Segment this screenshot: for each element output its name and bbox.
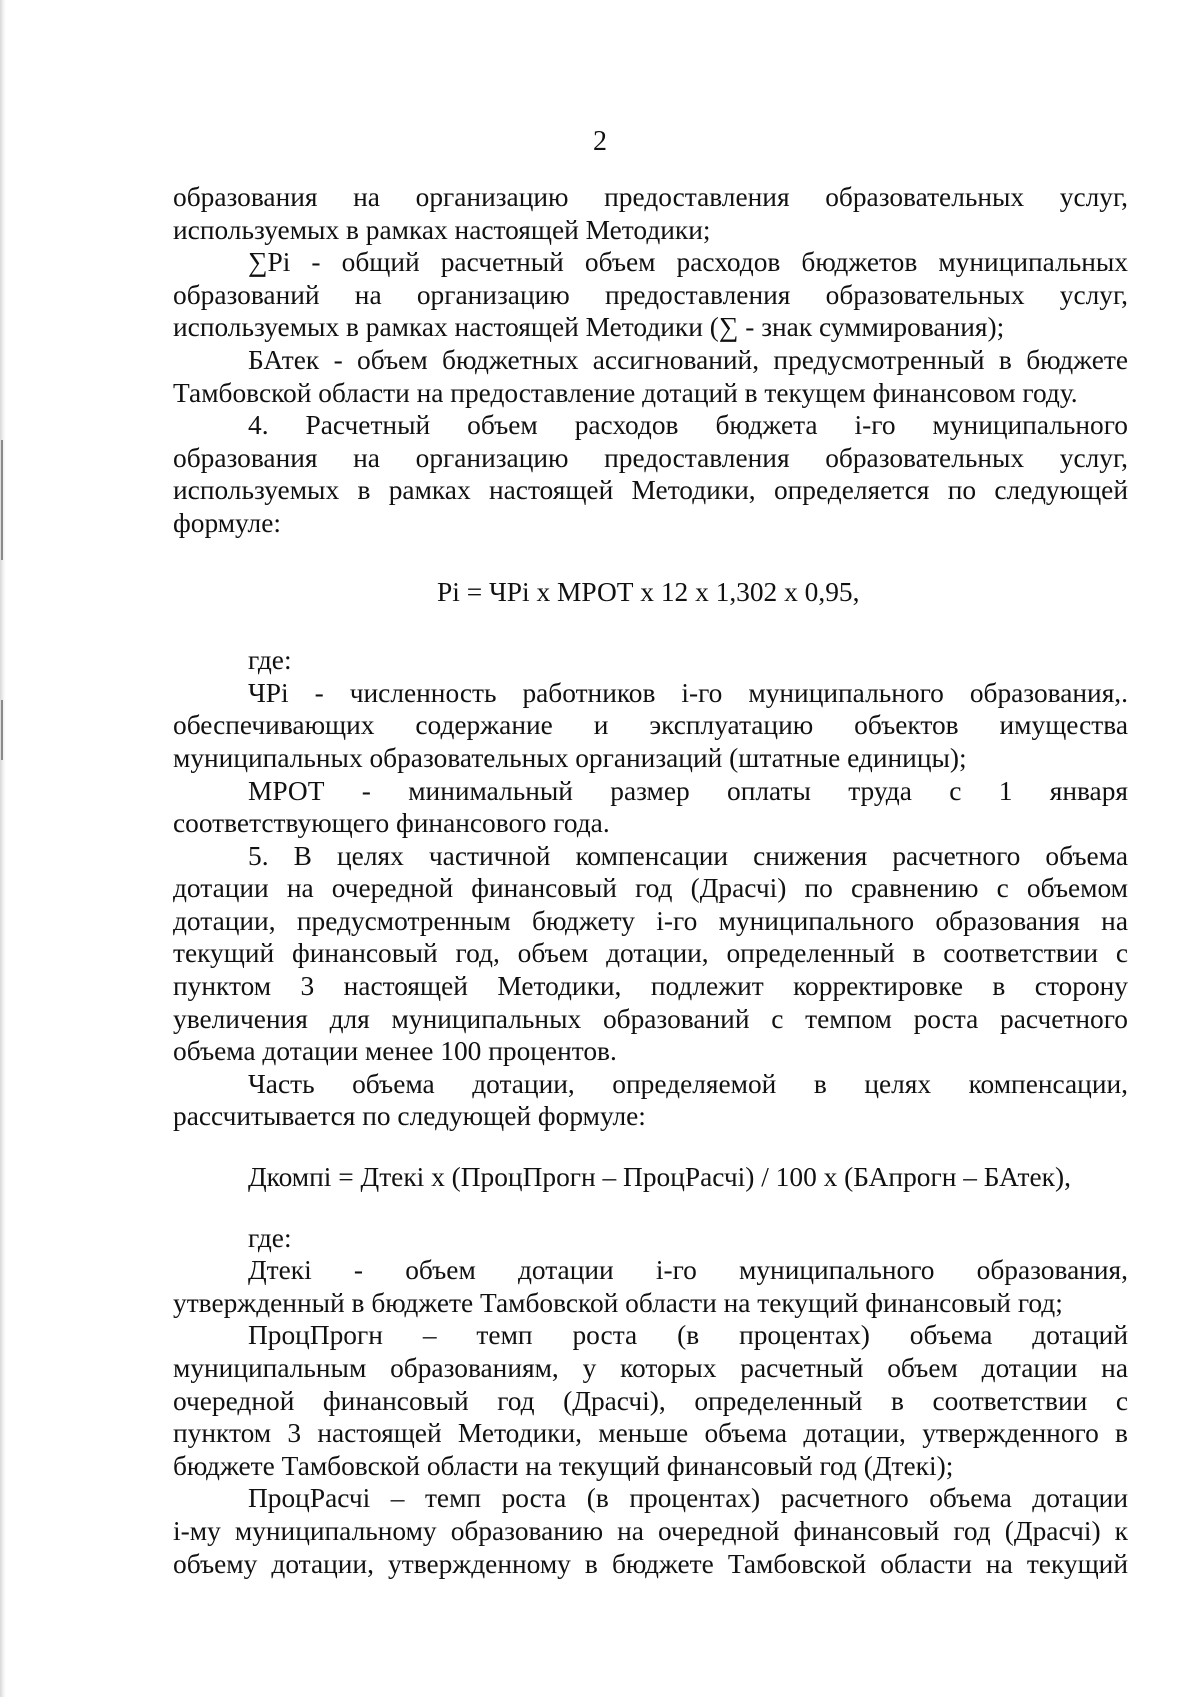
text-line: образований на организацию предоставления образовательных услуг, bbox=[173, 279, 1128, 310]
text-line: ЧPi - численность работников i-го муниципального образования,. bbox=[248, 677, 1128, 708]
scan-edge-shadow bbox=[0, 0, 6, 1697]
text-line: увеличения для муниципальных образований с темпом роста расчетного bbox=[173, 1003, 1128, 1034]
scan-edge-mark bbox=[1, 700, 3, 760]
text-line: муниципальных образовательных организаций (штатные единицы); bbox=[173, 742, 967, 773]
text-line: объема дотации менее 100 процентов. bbox=[173, 1036, 617, 1067]
text-line: бюджете Тамбовской области на текущий финансовый год (Дтекi); bbox=[173, 1450, 954, 1481]
text-line: муниципальным образованиям, у которых расчетный объем дотации на bbox=[173, 1353, 1128, 1383]
text-line: используемых в рамках настоящей Методики; bbox=[173, 214, 711, 245]
text-line: ПроцПрогн – темп роста (в процентах) объема дотаций bbox=[248, 1320, 1128, 1351]
text-line: объему дотации, утвержденному в бюджете Тамбовской области на текущий bbox=[173, 1548, 1128, 1579]
page-number: 2 bbox=[593, 126, 607, 157]
text-line: очередной финансовый год (Драсчi), определенный в соответствии с bbox=[173, 1385, 1128, 1416]
text-line: БАтек - объем бюджетных ассигнований, предусмотренный в бюджете bbox=[248, 344, 1128, 375]
text-line: 5. В целях частичной компенсации снижения расчетного объема bbox=[248, 840, 1128, 871]
text-line: формуле: bbox=[173, 507, 281, 538]
formula-pi: Pi = ЧPi x МРОТ x 12 x 1,302 x 0,95, bbox=[437, 576, 860, 607]
text-line: утвержденный в бюджете Тамбовской области на текущий финансовый год; bbox=[173, 1287, 1063, 1318]
scan-edge-mark bbox=[1, 440, 3, 560]
text-line: образования на организацию предоставления образовательных услуг, bbox=[173, 442, 1128, 473]
text-line: где: bbox=[248, 1222, 292, 1253]
text-line: используемых в рамках настоящей Методики, определяется по следующей bbox=[173, 475, 1128, 506]
text-line: соответствующего финансового года. bbox=[173, 808, 610, 839]
text-line: пунктом 3 настоящей Методики, подлежит корректировке в сторону bbox=[173, 971, 1128, 1002]
text-line: используемых в рамках настоящей Методики (∑ - знак суммирования); bbox=[173, 312, 1005, 343]
text-line: Часть объема дотации, определяемой в целях компенсации, bbox=[248, 1068, 1128, 1099]
text-line: Дтекi - объем дотации i-го муниципального образования, bbox=[248, 1255, 1128, 1286]
text-line: ПроцРасчi – темп роста (в процентах) расчетного объема дотации bbox=[248, 1483, 1128, 1514]
text-line: ∑Pi - общий расчетный объем расходов бюджетов муниципальных bbox=[248, 247, 1128, 278]
text-line: где: bbox=[248, 645, 292, 676]
text-line: дотации на очередной финансовый год (Драсчi) по сравнению с объемом bbox=[173, 873, 1128, 904]
text-line: дотации, предусмотренным бюджету i-го муниципального образования на bbox=[173, 905, 1128, 936]
text-line: i-му муниципальному образованию на очередной финансовый год (Драсчi) к bbox=[173, 1515, 1128, 1546]
text-line: рассчитывается по следующей формуле: bbox=[173, 1101, 646, 1132]
text-line: обеспечивающих содержание и эксплуатацию объектов имущества bbox=[173, 710, 1128, 741]
text-line: образования на организацию предоставления образовательных услуг, bbox=[173, 182, 1128, 212]
text-line: Тамбовской области на предоставление дотаций в текущем финансовом году. bbox=[173, 377, 1078, 408]
text-line: МРОТ - минимальный размер оплаты труда с 1 января bbox=[248, 775, 1128, 806]
text-line: 4. Расчетный объем расходов бюджета i-го муниципального bbox=[248, 410, 1128, 441]
document-body bbox=[173, 181, 1128, 1580]
text-line: текущий финансовый год, объем дотации, определенный в соответствии с bbox=[173, 938, 1128, 969]
text-line: пунктом 3 настоящей Методики, меньше объема дотации, утвержденного в bbox=[173, 1418, 1128, 1449]
formula-dkomp: Дкомпi = Дтекi x (ПроцПрогн – ПроцРасчi) / 100 x (БАпрогн – БАтек), bbox=[248, 1162, 1071, 1193]
